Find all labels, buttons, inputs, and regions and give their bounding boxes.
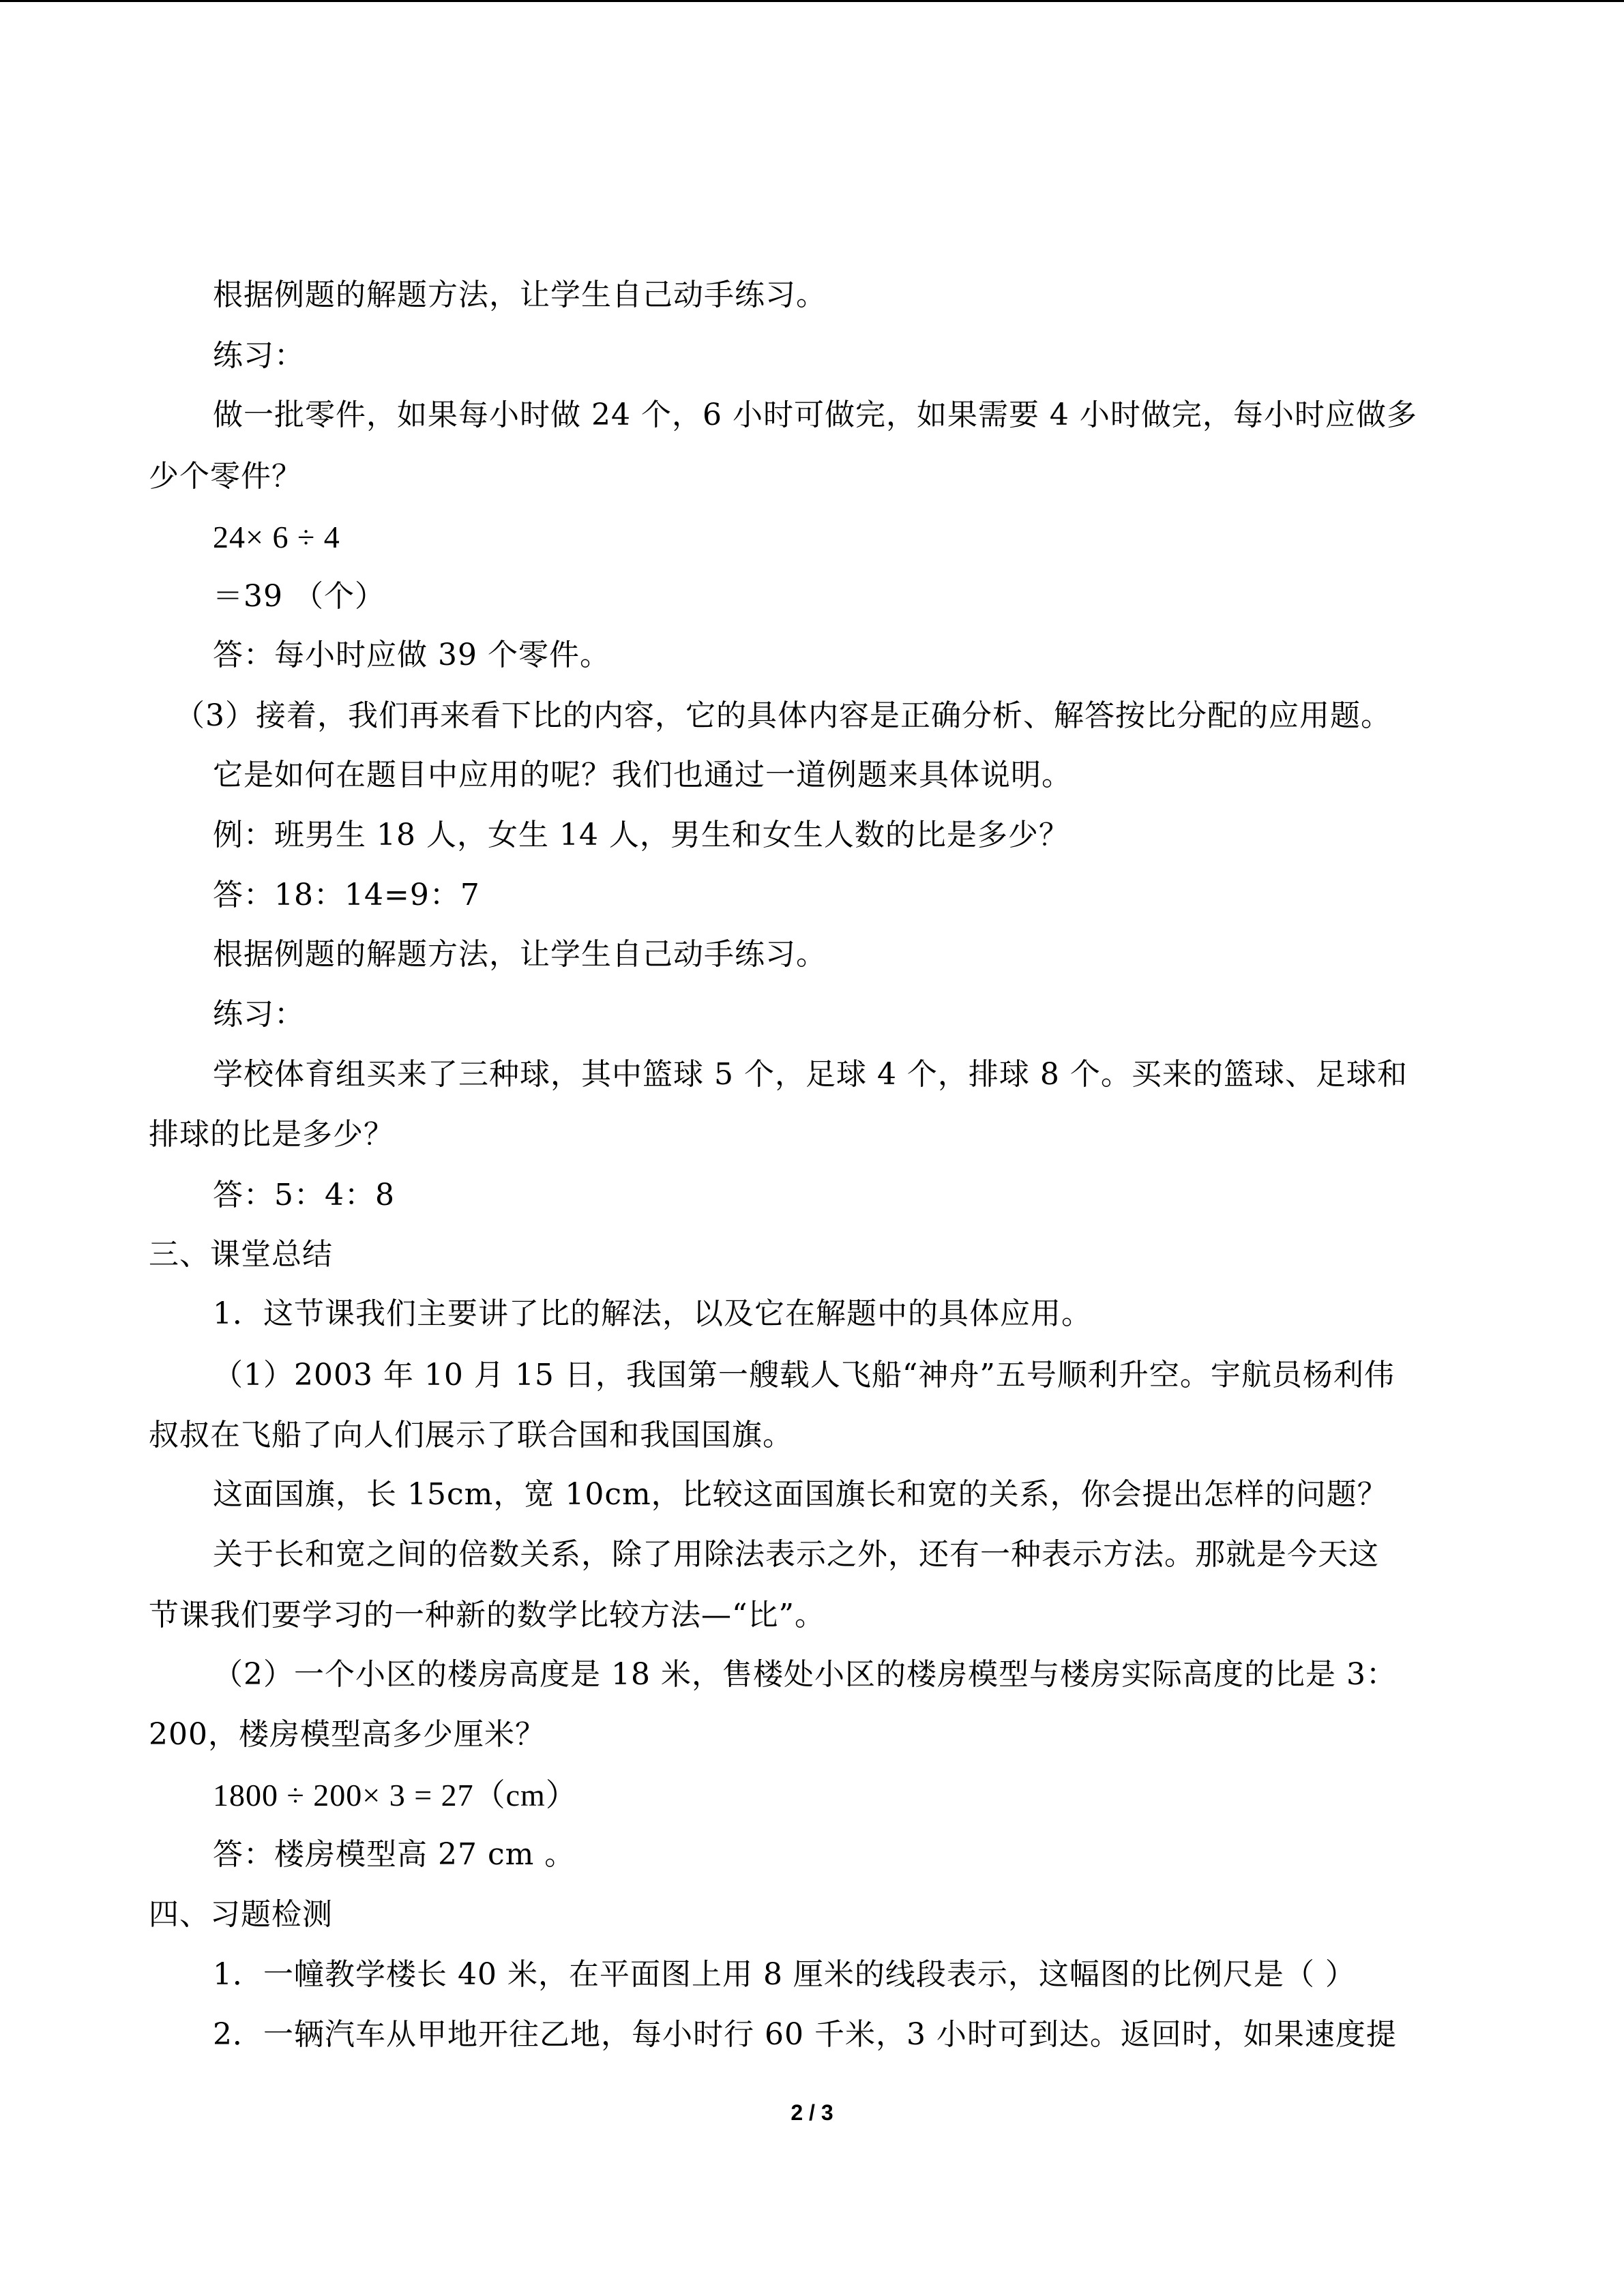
paragraph-line: 它是如何在题目中应用的呢？我们也通过一道例题来具体说明。 <box>213 758 1072 792</box>
section-heading: 四、习题检测 <box>149 1897 333 1932</box>
paragraph-line: 答：每小时应做 39 个零件。 <box>213 638 610 672</box>
math-result: ＝39 （个） <box>213 579 385 614</box>
paragraph-line: 1．这节课我们主要讲了比的解法，以及它在解题中的具体应用。 <box>213 1296 1092 1331</box>
paragraph-line: 例：班男生 18 人，女生 14 人，男生和女生人数的比是多少？ <box>213 818 1069 852</box>
paragraph-line: 2．一辆汽车从甲地开往乙地，每小时行 60 千米，3 小时可到达。返回时，如果速度提 <box>213 2017 1397 2052</box>
paragraph-line: 200，楼房模型高多少厘米？ <box>149 1717 546 1752</box>
paragraph-line: 节课我们要学习的一种新的数学比较方法—“比”。 <box>149 1598 825 1632</box>
paragraph-line: 练习： <box>213 338 305 373</box>
math-expression: 24× 6 ÷ 4 <box>213 520 340 554</box>
paragraph-line: （2）一个小区的楼房高度是 18 米，售楼处小区的楼房模型与楼房实际高度的比是 3： <box>213 1657 1397 1692</box>
paragraph-line: 1．一幢教学楼长 40 米，在平面图上用 8 厘米的线段表示，这幅图的比例尺是（ ） <box>213 1957 1356 1992</box>
math-expression: 1800 ÷ 200× 3 = 27（cm） <box>213 1778 578 1813</box>
paragraph-line: 叔叔在飞船了向人们展示了联合国和我国国旗。 <box>149 1418 793 1452</box>
paragraph-line: 关于长和宽之间的倍数关系，除了用除法表示之外，还有一种表示方法。那就是今天这 <box>213 1537 1379 1572</box>
section-heading: 三、课堂总结 <box>149 1237 333 1272</box>
paragraph-line: 排球的比是多少？ <box>149 1117 394 1152</box>
paragraph-line: 根据例题的解题方法，让学生自己动手练习。 <box>213 278 827 312</box>
paragraph-line: 学校体育组买来了三种球，其中篮球 5 个，足球 4 个，排球 8 个。买来的篮球、足球和 <box>213 1057 1408 1092</box>
paragraph-line: 做一批零件，如果每小时做 24 个，6 小时可做完，如果需要 4 小时做完，每小时应做多 <box>213 398 1417 432</box>
paragraph-line: （3）接着，我们再来看下比的内容，它的具体内容是正确分析、解答按比分配的应用题。 <box>175 698 1391 733</box>
paragraph-line: 这面国旗，长 15cm，宽 10cm，比较这面国旗长和宽的关系，你会提出怎样的问题？ <box>213 1477 1388 1512</box>
paragraph-line: 答：18：14=9：7 <box>213 878 480 912</box>
paragraph-line: （1）2003 年 10 月 15 日，我国第一艘载人飞船“神舟”五号顺利升空。宇航员杨利伟 <box>213 1358 1395 1392</box>
page-number: 2 / 3 <box>791 2100 833 2125</box>
paragraph-line: 答：5：4：8 <box>213 1178 395 1212</box>
paragraph-line: 少个零件？ <box>149 459 302 494</box>
paragraph-line: 答：楼房模型高 27 cm 。 <box>213 1837 576 1872</box>
paragraph-line: 练习： <box>213 997 305 1032</box>
paragraph-line: 根据例题的解题方法，让学生自己动手练习。 <box>213 937 827 972</box>
